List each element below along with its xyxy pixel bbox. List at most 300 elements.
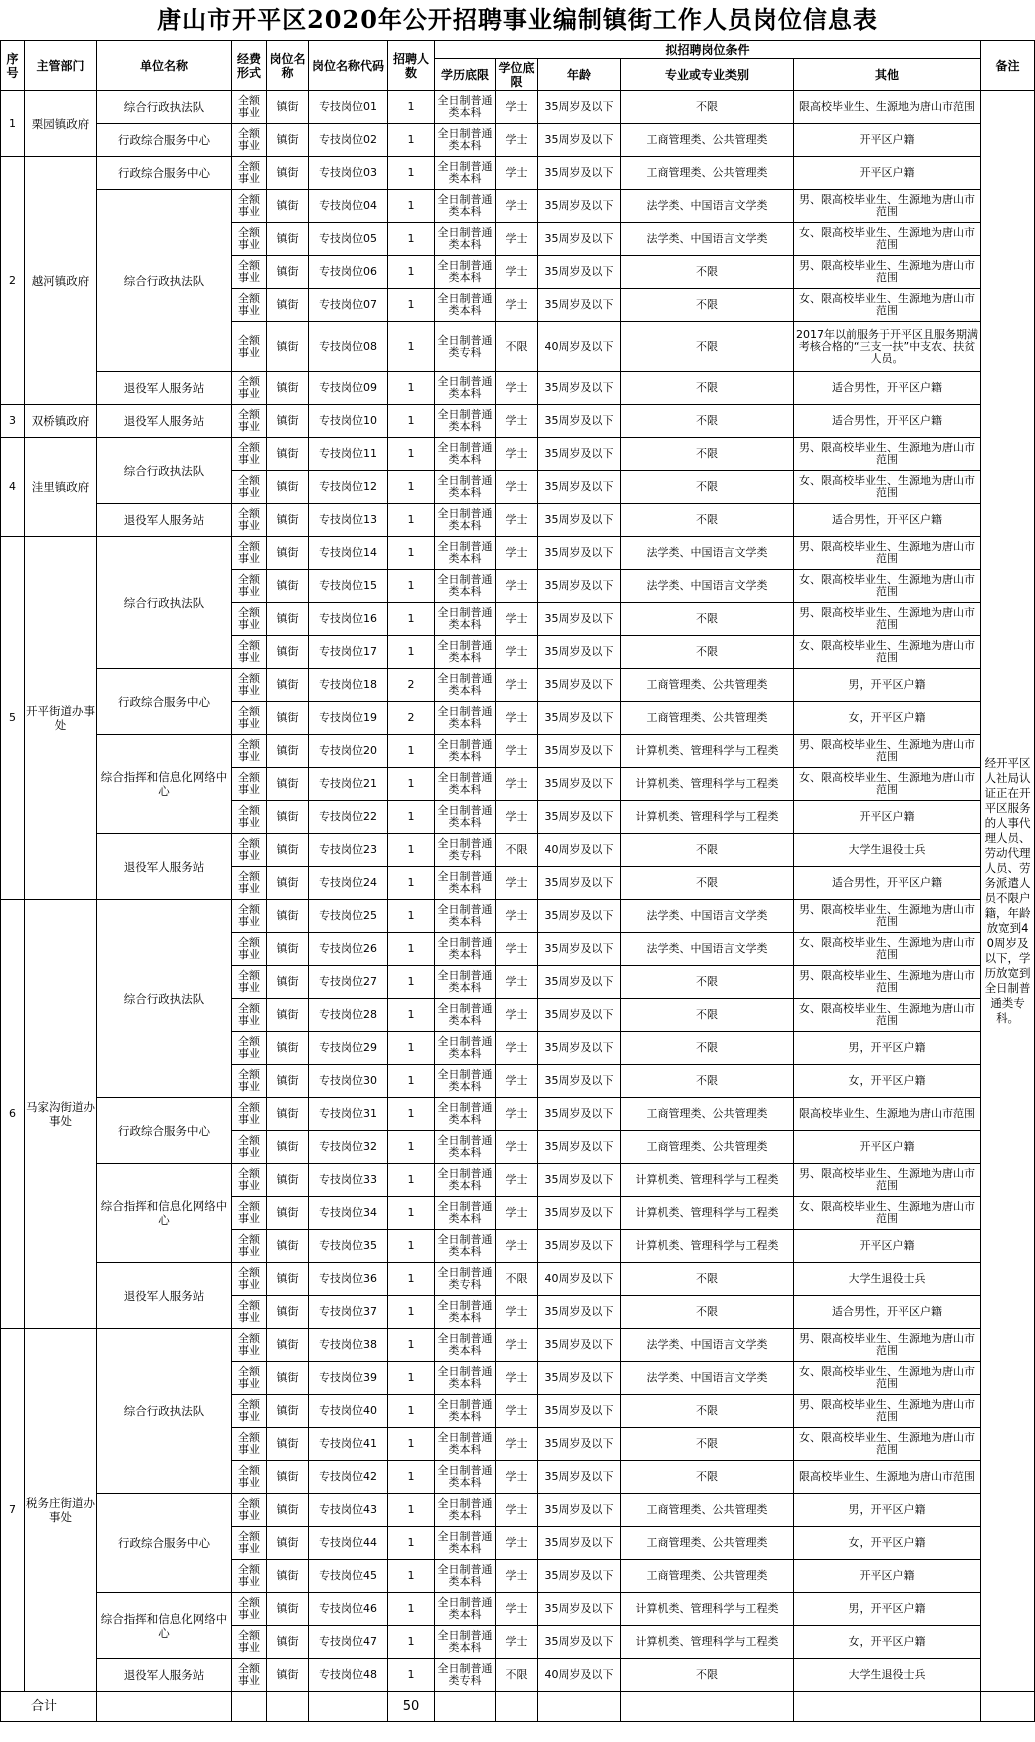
funding-cell: 全额事业 bbox=[232, 190, 267, 223]
education-cell: 全日制普通类本科 bbox=[435, 1593, 496, 1626]
major-cell: 工商管理类、公共管理类 bbox=[621, 702, 794, 735]
count-cell: 1 bbox=[388, 1230, 435, 1263]
age-cell: 40周岁及以下 bbox=[538, 322, 621, 372]
other-cell: 男，开平区户籍 bbox=[794, 1494, 981, 1527]
education-cell: 全日制普通类本科 bbox=[435, 900, 496, 933]
position-code-cell: 专技岗位15 bbox=[309, 570, 388, 603]
unit-cell: 综合行政执法队 bbox=[97, 1329, 232, 1494]
age-cell: 40周岁及以下 bbox=[538, 1659, 621, 1692]
unit-cell: 退役军人服务站 bbox=[97, 1659, 232, 1692]
count-cell: 1 bbox=[388, 1461, 435, 1494]
unit-cell: 综合指挥和信息化网络中心 bbox=[97, 1593, 232, 1659]
position-code-cell: 专技岗位06 bbox=[309, 256, 388, 289]
education-cell: 全日制普通类本科 bbox=[435, 1032, 496, 1065]
funding-cell: 全额事业 bbox=[232, 124, 267, 157]
degree-cell: 学士 bbox=[496, 1593, 538, 1626]
total-label: 合计 bbox=[1, 1692, 97, 1722]
major-cell: 不限 bbox=[621, 289, 794, 322]
dept-cell: 栗园镇政府 bbox=[25, 91, 97, 157]
education-cell: 全日制普通类本科 bbox=[435, 1131, 496, 1164]
position-code-cell: 专技岗位25 bbox=[309, 900, 388, 933]
funding-cell: 全额事业 bbox=[232, 91, 267, 124]
funding-cell: 全额事业 bbox=[232, 933, 267, 966]
major-cell: 不限 bbox=[621, 1395, 794, 1428]
funding-cell: 全额事业 bbox=[232, 570, 267, 603]
funding-cell: 全额事业 bbox=[232, 735, 267, 768]
age-cell: 35周岁及以下 bbox=[538, 537, 621, 570]
position-code-cell: 专技岗位31 bbox=[309, 1098, 388, 1131]
position-code-cell: 专技岗位37 bbox=[309, 1296, 388, 1329]
major-cell: 不限 bbox=[621, 438, 794, 471]
degree-cell: 学士 bbox=[496, 933, 538, 966]
other-cell: 男、限高校毕业生、生源地为唐山市范围 bbox=[794, 537, 981, 570]
funding-cell: 全额事业 bbox=[232, 1263, 267, 1296]
unit-cell: 退役军人服务站 bbox=[97, 405, 232, 438]
other-cell: 开平区户籍 bbox=[794, 124, 981, 157]
degree-cell: 学士 bbox=[496, 999, 538, 1032]
education-cell: 全日制普通类本科 bbox=[435, 1395, 496, 1428]
other-cell: 限高校毕业生、生源地为唐山市范围 bbox=[794, 1461, 981, 1494]
count-cell: 1 bbox=[388, 372, 435, 405]
degree-cell: 学士 bbox=[496, 570, 538, 603]
position-code-cell: 专技岗位09 bbox=[309, 372, 388, 405]
funding-cell: 全额事业 bbox=[232, 1329, 267, 1362]
position-name-cell: 镇街 bbox=[267, 669, 309, 702]
empty-cell bbox=[538, 1692, 621, 1722]
position-code-cell: 专技岗位14 bbox=[309, 537, 388, 570]
page-title: 唐山市开平区2020年公开招聘事业编制镇街工作人员岗位信息表 bbox=[157, 5, 878, 34]
unit-cell: 行政综合服务中心 bbox=[97, 1494, 232, 1593]
position-code-cell: 专技岗位20 bbox=[309, 735, 388, 768]
table-row bbox=[1, 537, 1035, 570]
education-cell: 全日制普通类本科 bbox=[435, 801, 496, 834]
education-cell: 全日制普通类本科 bbox=[435, 1329, 496, 1362]
other-cell: 适合男性，开平区户籍 bbox=[794, 405, 981, 438]
other-cell: 大学生退役士兵 bbox=[794, 1263, 981, 1296]
count-cell: 1 bbox=[388, 1263, 435, 1296]
degree-cell: 学士 bbox=[496, 1329, 538, 1362]
empty-cell bbox=[621, 1692, 794, 1722]
funding-cell: 全额事业 bbox=[232, 1461, 267, 1494]
major-cell: 不限 bbox=[621, 405, 794, 438]
header-degree: 学位底限 bbox=[496, 59, 538, 91]
funding-cell: 全额事业 bbox=[232, 1626, 267, 1659]
degree-cell: 学士 bbox=[496, 256, 538, 289]
position-code-cell: 专技岗位21 bbox=[309, 768, 388, 801]
funding-cell: 全额事业 bbox=[232, 636, 267, 669]
position-code-cell: 专技岗位32 bbox=[309, 1131, 388, 1164]
position-name-cell: 镇街 bbox=[267, 504, 309, 537]
funding-cell: 全额事业 bbox=[232, 322, 267, 372]
unit-cell: 综合行政执法队 bbox=[97, 537, 232, 669]
unit-cell: 综合指挥和信息化网络中心 bbox=[97, 735, 232, 834]
other-cell: 男、限高校毕业生、生源地为唐山市范围 bbox=[794, 256, 981, 289]
major-cell: 不限 bbox=[621, 966, 794, 999]
count-cell: 1 bbox=[388, 1527, 435, 1560]
empty-cell bbox=[232, 1692, 267, 1722]
education-cell: 全日制普通类本科 bbox=[435, 372, 496, 405]
degree-cell: 学士 bbox=[496, 603, 538, 636]
major-cell: 工商管理类、公共管理类 bbox=[621, 157, 794, 190]
count-cell: 1 bbox=[388, 735, 435, 768]
funding-cell: 全额事业 bbox=[232, 1428, 267, 1461]
position-name-cell: 镇街 bbox=[267, 735, 309, 768]
position-code-cell: 专技岗位04 bbox=[309, 190, 388, 223]
position-name-cell: 镇街 bbox=[267, 1362, 309, 1395]
position-name-cell: 镇街 bbox=[267, 1098, 309, 1131]
other-cell: 大学生退役士兵 bbox=[794, 1659, 981, 1692]
funding-cell: 全额事业 bbox=[232, 867, 267, 900]
position-code-cell: 专技岗位46 bbox=[309, 1593, 388, 1626]
header-other: 其他 bbox=[794, 59, 981, 91]
count-cell: 1 bbox=[388, 504, 435, 537]
position-code-cell: 专技岗位22 bbox=[309, 801, 388, 834]
funding-cell: 全额事业 bbox=[232, 289, 267, 322]
position-code-cell: 专技岗位08 bbox=[309, 322, 388, 372]
degree-cell: 学士 bbox=[496, 471, 538, 504]
education-cell: 全日制普通类本科 bbox=[435, 1230, 496, 1263]
funding-cell: 全额事业 bbox=[232, 1296, 267, 1329]
age-cell: 35周岁及以下 bbox=[538, 1527, 621, 1560]
education-cell: 全日制普通类本科 bbox=[435, 157, 496, 190]
degree-cell: 学士 bbox=[496, 1428, 538, 1461]
age-cell: 35周岁及以下 bbox=[538, 1461, 621, 1494]
count-cell: 1 bbox=[388, 867, 435, 900]
count-cell: 1 bbox=[388, 636, 435, 669]
position-name-cell: 镇街 bbox=[267, 372, 309, 405]
major-cell: 不限 bbox=[621, 372, 794, 405]
other-cell: 女、限高校毕业生、生源地为唐山市范围 bbox=[794, 289, 981, 322]
major-cell: 不限 bbox=[621, 1659, 794, 1692]
count-cell: 1 bbox=[388, 603, 435, 636]
position-code-cell: 专技岗位34 bbox=[309, 1197, 388, 1230]
position-name-cell: 镇街 bbox=[267, 1593, 309, 1626]
dept-cell: 税务庄街道办事处 bbox=[25, 1329, 97, 1692]
major-cell: 法学类、中国语言文学类 bbox=[621, 190, 794, 223]
age-cell: 35周岁及以下 bbox=[538, 1296, 621, 1329]
education-cell: 全日制普通类本科 bbox=[435, 471, 496, 504]
position-name-cell: 镇街 bbox=[267, 322, 309, 372]
position-code-cell: 专技岗位27 bbox=[309, 966, 388, 999]
age-cell: 35周岁及以下 bbox=[538, 900, 621, 933]
seq-cell: 6 bbox=[1, 900, 25, 1329]
funding-cell: 全额事业 bbox=[232, 999, 267, 1032]
position-code-cell: 专技岗位44 bbox=[309, 1527, 388, 1560]
education-cell: 全日制普通类本科 bbox=[435, 966, 496, 999]
major-cell: 不限 bbox=[621, 603, 794, 636]
age-cell: 35周岁及以下 bbox=[538, 1197, 621, 1230]
position-name-cell: 镇街 bbox=[267, 471, 309, 504]
other-cell: 女、限高校毕业生、生源地为唐山市范围 bbox=[794, 636, 981, 669]
funding-cell: 全额事业 bbox=[232, 256, 267, 289]
major-cell: 不限 bbox=[621, 1461, 794, 1494]
position-code-cell: 专技岗位45 bbox=[309, 1560, 388, 1593]
position-name-cell: 镇街 bbox=[267, 157, 309, 190]
header-unit: 单位名称 bbox=[97, 41, 232, 91]
position-name-cell: 镇街 bbox=[267, 1164, 309, 1197]
major-cell: 工商管理类、公共管理类 bbox=[621, 1494, 794, 1527]
funding-cell: 全额事业 bbox=[232, 801, 267, 834]
unit-cell: 综合行政执法队 bbox=[97, 900, 232, 1098]
major-cell: 法学类、中国语言文学类 bbox=[621, 1329, 794, 1362]
degree-cell: 学士 bbox=[496, 504, 538, 537]
age-cell: 35周岁及以下 bbox=[538, 735, 621, 768]
count-cell: 1 bbox=[388, 999, 435, 1032]
age-cell: 35周岁及以下 bbox=[538, 438, 621, 471]
position-code-cell: 专技岗位12 bbox=[309, 471, 388, 504]
age-cell: 35周岁及以下 bbox=[538, 405, 621, 438]
degree-cell: 学士 bbox=[496, 1362, 538, 1395]
major-cell: 计算机类、管理科学与工程类 bbox=[621, 1230, 794, 1263]
age-cell: 35周岁及以下 bbox=[538, 570, 621, 603]
other-cell: 男、限高校毕业生、生源地为唐山市范围 bbox=[794, 1329, 981, 1362]
position-name-cell: 镇街 bbox=[267, 933, 309, 966]
position-code-cell: 专技岗位42 bbox=[309, 1461, 388, 1494]
major-cell: 法学类、中国语言文学类 bbox=[621, 900, 794, 933]
major-cell: 计算机类、管理科学与工程类 bbox=[621, 1197, 794, 1230]
header-dept: 主管部门 bbox=[25, 41, 97, 91]
education-cell: 全日制普通类本科 bbox=[435, 405, 496, 438]
unit-cell: 综合指挥和信息化网络中心 bbox=[97, 1164, 232, 1263]
position-code-cell: 专技岗位03 bbox=[309, 157, 388, 190]
funding-cell: 全额事业 bbox=[232, 1395, 267, 1428]
position-name-cell: 镇街 bbox=[267, 900, 309, 933]
count-cell: 1 bbox=[388, 1593, 435, 1626]
education-cell: 全日制普通类本科 bbox=[435, 570, 496, 603]
table-row bbox=[1, 735, 1035, 768]
position-name-cell: 镇街 bbox=[267, 768, 309, 801]
position-code-cell: 专技岗位33 bbox=[309, 1164, 388, 1197]
degree-cell: 学士 bbox=[496, 1065, 538, 1098]
age-cell: 35周岁及以下 bbox=[538, 1395, 621, 1428]
major-cell: 不限 bbox=[621, 322, 794, 372]
major-cell: 不限 bbox=[621, 999, 794, 1032]
unit-cell: 行政综合服务中心 bbox=[97, 669, 232, 735]
major-cell: 工商管理类、公共管理类 bbox=[621, 1527, 794, 1560]
count-cell: 1 bbox=[388, 289, 435, 322]
position-name-cell: 镇街 bbox=[267, 1428, 309, 1461]
age-cell: 35周岁及以下 bbox=[538, 999, 621, 1032]
degree-cell: 学士 bbox=[496, 900, 538, 933]
funding-cell: 全额事业 bbox=[232, 157, 267, 190]
position-name-cell: 镇街 bbox=[267, 1659, 309, 1692]
degree-cell: 学士 bbox=[496, 735, 538, 768]
position-code-cell: 专技岗位36 bbox=[309, 1263, 388, 1296]
education-cell: 全日制普通类本科 bbox=[435, 1560, 496, 1593]
major-cell: 不限 bbox=[621, 1032, 794, 1065]
count-cell: 1 bbox=[388, 1560, 435, 1593]
seq-cell: 2 bbox=[1, 157, 25, 405]
funding-cell: 全额事业 bbox=[232, 537, 267, 570]
count-cell: 1 bbox=[388, 570, 435, 603]
age-cell: 35周岁及以下 bbox=[538, 504, 621, 537]
position-code-cell: 专技岗位02 bbox=[309, 124, 388, 157]
other-cell: 女、限高校毕业生、生源地为唐山市范围 bbox=[794, 933, 981, 966]
seq-cell: 7 bbox=[1, 1329, 25, 1692]
degree-cell: 不限 bbox=[496, 1263, 538, 1296]
major-cell: 不限 bbox=[621, 256, 794, 289]
position-code-cell: 专技岗位28 bbox=[309, 999, 388, 1032]
position-code-cell: 专技岗位29 bbox=[309, 1032, 388, 1065]
other-cell: 适合男性，开平区户籍 bbox=[794, 1296, 981, 1329]
dept-cell: 马家沟街道办事处 bbox=[25, 900, 97, 1329]
table-row bbox=[1, 157, 1035, 190]
age-cell: 35周岁及以下 bbox=[538, 636, 621, 669]
education-cell: 全日制普通类本科 bbox=[435, 1362, 496, 1395]
position-code-cell: 专技岗位01 bbox=[309, 91, 388, 124]
age-cell: 35周岁及以下 bbox=[538, 471, 621, 504]
funding-cell: 全额事业 bbox=[232, 1362, 267, 1395]
other-cell: 男、限高校毕业生、生源地为唐山市范围 bbox=[794, 603, 981, 636]
position-code-cell: 专技岗位05 bbox=[309, 223, 388, 256]
age-cell: 35周岁及以下 bbox=[538, 190, 621, 223]
unit-cell: 行政综合服务中心 bbox=[97, 157, 232, 190]
position-code-cell: 专技岗位17 bbox=[309, 636, 388, 669]
other-cell: 女、限高校毕业生、生源地为唐山市范围 bbox=[794, 999, 981, 1032]
other-cell: 限高校毕业生、生源地为唐山市范围 bbox=[794, 91, 981, 124]
education-cell: 全日制普通类本科 bbox=[435, 537, 496, 570]
education-cell: 全日制普通类本科 bbox=[435, 1527, 496, 1560]
dept-cell: 开平街道办事处 bbox=[25, 537, 97, 900]
degree-cell: 学士 bbox=[496, 1626, 538, 1659]
count-cell: 1 bbox=[388, 1329, 435, 1362]
degree-cell: 学士 bbox=[496, 1395, 538, 1428]
unit-cell: 退役军人服务站 bbox=[97, 834, 232, 900]
position-name-cell: 镇街 bbox=[267, 1527, 309, 1560]
major-cell: 不限 bbox=[621, 1428, 794, 1461]
header-row-1 bbox=[1, 41, 1035, 59]
position-code-cell: 专技岗位41 bbox=[309, 1428, 388, 1461]
position-name-cell: 镇街 bbox=[267, 867, 309, 900]
position-name-cell: 镇街 bbox=[267, 289, 309, 322]
funding-cell: 全额事业 bbox=[232, 405, 267, 438]
major-cell: 工商管理类、公共管理类 bbox=[621, 1098, 794, 1131]
other-cell: 男、限高校毕业生、生源地为唐山市范围 bbox=[794, 735, 981, 768]
major-cell: 工商管理类、公共管理类 bbox=[621, 1131, 794, 1164]
degree-cell: 学士 bbox=[496, 223, 538, 256]
education-cell: 全日制普通类本科 bbox=[435, 1065, 496, 1098]
position-code-cell: 专技岗位47 bbox=[309, 1626, 388, 1659]
position-name-cell: 镇街 bbox=[267, 1032, 309, 1065]
degree-cell: 学士 bbox=[496, 1461, 538, 1494]
age-cell: 35周岁及以下 bbox=[538, 1428, 621, 1461]
count-cell: 1 bbox=[388, 966, 435, 999]
major-cell: 法学类、中国语言文学类 bbox=[621, 537, 794, 570]
unit-cell: 退役军人服务站 bbox=[97, 504, 232, 537]
education-cell: 全日制普通类本科 bbox=[435, 1098, 496, 1131]
age-cell: 40周岁及以下 bbox=[538, 834, 621, 867]
funding-cell: 全额事业 bbox=[232, 900, 267, 933]
position-name-cell: 镇街 bbox=[267, 1626, 309, 1659]
age-cell: 35周岁及以下 bbox=[538, 1164, 621, 1197]
education-cell: 全日制普通类本科 bbox=[435, 124, 496, 157]
position-code-cell: 专技岗位24 bbox=[309, 867, 388, 900]
header-funding: 经费形式 bbox=[232, 41, 267, 91]
education-cell: 全日制普通类本科 bbox=[435, 669, 496, 702]
other-cell: 女、限高校毕业生、生源地为唐山市范围 bbox=[794, 1362, 981, 1395]
position-name-cell: 镇街 bbox=[267, 223, 309, 256]
unit-cell: 行政综合服务中心 bbox=[97, 1098, 232, 1164]
position-name-cell: 镇街 bbox=[267, 834, 309, 867]
other-cell: 女，开平区户籍 bbox=[794, 1626, 981, 1659]
header-edu: 学历底限 bbox=[435, 59, 496, 91]
position-name-cell: 镇街 bbox=[267, 999, 309, 1032]
education-cell: 全日制普通类专科 bbox=[435, 834, 496, 867]
major-cell: 法学类、中国语言文学类 bbox=[621, 223, 794, 256]
age-cell: 35周岁及以下 bbox=[538, 1560, 621, 1593]
dept-cell: 洼里镇政府 bbox=[25, 438, 97, 537]
degree-cell: 学士 bbox=[496, 1032, 538, 1065]
age-cell: 35周岁及以下 bbox=[538, 867, 621, 900]
count-cell: 1 bbox=[388, 1428, 435, 1461]
education-cell: 全日制普通类本科 bbox=[435, 1296, 496, 1329]
position-code-cell: 专技岗位48 bbox=[309, 1659, 388, 1692]
degree-cell: 学士 bbox=[496, 537, 538, 570]
empty-cell bbox=[496, 1692, 538, 1722]
table-row bbox=[1, 1263, 1035, 1296]
table-row bbox=[1, 1329, 1035, 1362]
age-cell: 35周岁及以下 bbox=[538, 1230, 621, 1263]
funding-cell: 全额事业 bbox=[232, 1230, 267, 1263]
table-row bbox=[1, 124, 1035, 157]
age-cell: 35周岁及以下 bbox=[538, 669, 621, 702]
education-cell: 全日制普通类本科 bbox=[435, 768, 496, 801]
funding-cell: 全额事业 bbox=[232, 471, 267, 504]
other-cell: 女、限高校毕业生、生源地为唐山市范围 bbox=[794, 223, 981, 256]
count-cell: 1 bbox=[388, 223, 435, 256]
count-cell: 1 bbox=[388, 1395, 435, 1428]
count-cell: 1 bbox=[388, 405, 435, 438]
other-cell: 男、限高校毕业生、生源地为唐山市范围 bbox=[794, 1164, 981, 1197]
funding-cell: 全额事业 bbox=[232, 603, 267, 636]
education-cell: 全日制普通类专科 bbox=[435, 1263, 496, 1296]
count-cell: 1 bbox=[388, 933, 435, 966]
major-cell: 不限 bbox=[621, 1296, 794, 1329]
education-cell: 全日制普通类本科 bbox=[435, 933, 496, 966]
major-cell: 计算机类、管理科学与工程类 bbox=[621, 1626, 794, 1659]
position-name-cell: 镇街 bbox=[267, 1065, 309, 1098]
position-code-cell: 专技岗位39 bbox=[309, 1362, 388, 1395]
position-code-cell: 专技岗位35 bbox=[309, 1230, 388, 1263]
major-cell: 不限 bbox=[621, 834, 794, 867]
education-cell: 全日制普通类本科 bbox=[435, 735, 496, 768]
education-cell: 全日制普通类本科 bbox=[435, 702, 496, 735]
other-cell: 男、限高校毕业生、生源地为唐山市范围 bbox=[794, 438, 981, 471]
age-cell: 35周岁及以下 bbox=[538, 933, 621, 966]
funding-cell: 全额事业 bbox=[232, 504, 267, 537]
funding-cell: 全额事业 bbox=[232, 372, 267, 405]
count-cell: 1 bbox=[388, 471, 435, 504]
age-cell: 35周岁及以下 bbox=[538, 372, 621, 405]
count-cell: 1 bbox=[388, 900, 435, 933]
position-name-cell: 镇街 bbox=[267, 91, 309, 124]
age-cell: 35周岁及以下 bbox=[538, 768, 621, 801]
other-cell: 适合男性，开平区户籍 bbox=[794, 867, 981, 900]
major-cell: 工商管理类、公共管理类 bbox=[621, 124, 794, 157]
table-row bbox=[1, 900, 1035, 933]
count-cell: 1 bbox=[388, 91, 435, 124]
table-row bbox=[1, 834, 1035, 867]
major-cell: 不限 bbox=[621, 1065, 794, 1098]
position-code-cell: 专技岗位07 bbox=[309, 289, 388, 322]
education-cell: 全日制普通类本科 bbox=[435, 1626, 496, 1659]
position-name-cell: 镇街 bbox=[267, 537, 309, 570]
count-cell: 1 bbox=[388, 438, 435, 471]
table-row bbox=[1, 190, 1035, 223]
other-cell: 女、限高校毕业生、生源地为唐山市范围 bbox=[794, 768, 981, 801]
position-name-cell: 镇街 bbox=[267, 1296, 309, 1329]
other-cell: 女、限高校毕业生、生源地为唐山市范围 bbox=[794, 570, 981, 603]
